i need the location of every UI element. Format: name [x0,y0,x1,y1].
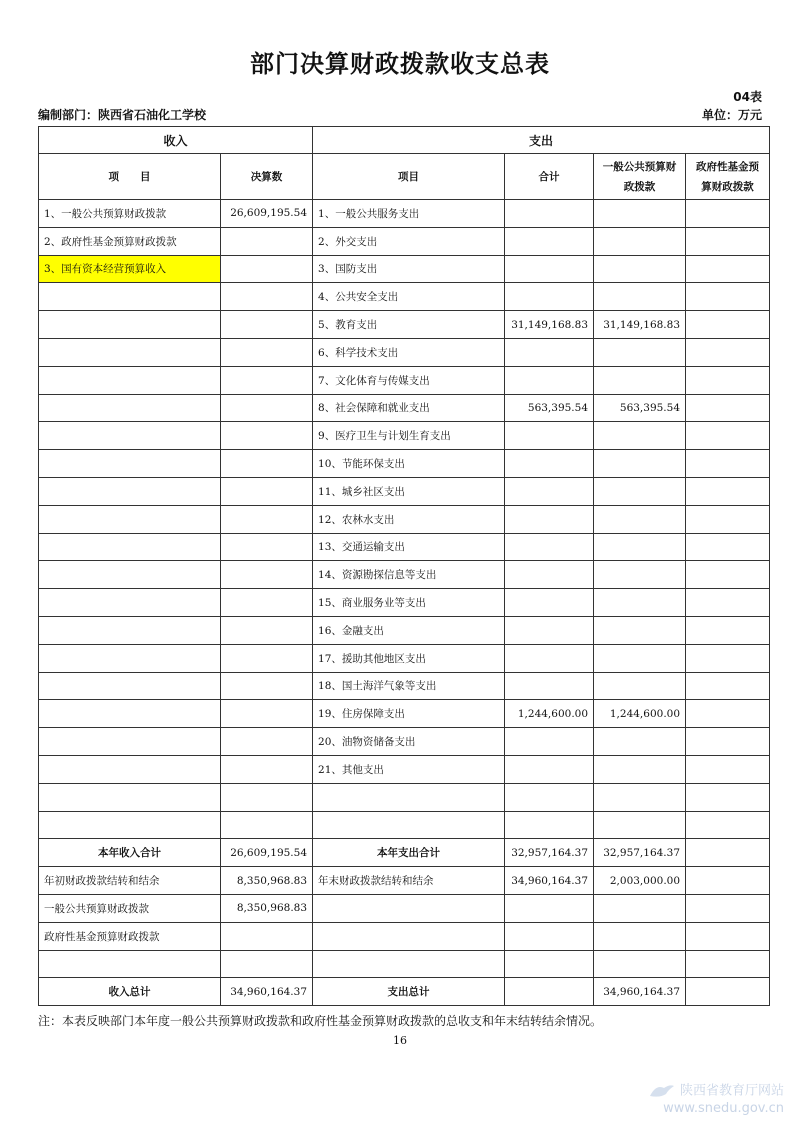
expense-total [505,561,594,589]
expense-fund [686,533,770,561]
income-amount [221,283,313,311]
expense-item: 9、医疗卫生与计划生育支出 [313,422,505,450]
expense-fund [686,394,770,422]
page-title: 部门决算财政拨款收支总表 [250,50,550,78]
income-item: 一般公共预算财政拨款 [39,894,221,922]
table-row [39,644,770,672]
table-row [39,700,770,728]
expense-item: 17、援助其他地区支出 [313,644,505,672]
expense-item: 15、商业服务业等支出 [313,589,505,617]
expense-general [594,200,686,228]
income-amount: 26,609,195.54 [221,200,313,228]
expense-general [594,811,686,839]
expense-general: 2,003,000.00 [594,867,686,895]
expense-fund [686,450,770,478]
expense-item: 6、科学技术支出 [313,338,505,366]
income-amount [221,450,313,478]
expense-fund [686,700,770,728]
expense-general [594,894,686,922]
expense-total [505,922,594,950]
income-item: 政府性基金预算财政拨款 [39,922,221,950]
table-row [39,533,770,561]
expense-total [505,200,594,228]
expense-fund [686,227,770,255]
expense-general [594,505,686,533]
table-row [39,589,770,617]
table-row [39,783,770,811]
table-row [39,755,770,783]
income-item [39,589,221,617]
expense-total: 32,957,164.37 [505,839,594,867]
expense-fund [686,422,770,450]
expense-fund [686,366,770,394]
income-amount [221,755,313,783]
expense-item: 18、国土海洋气象等支出 [313,672,505,700]
expense-total [505,950,594,978]
expense-item: 16、金融支出 [313,616,505,644]
income-item [39,311,221,339]
expense-general [594,366,686,394]
expense-fund [686,783,770,811]
income-item [39,338,221,366]
income-amount: 8,350,968.83 [221,894,313,922]
income-amount [221,783,313,811]
expense-general [594,783,686,811]
table-row [39,283,770,311]
expense-fund [686,311,770,339]
income-amount [221,589,313,617]
table-row [39,422,770,450]
table-row [39,394,770,422]
watermark [648,1082,784,1119]
header-row-1 [39,127,770,154]
expense-fund [686,283,770,311]
expense-fund [686,922,770,950]
expense-total [505,894,594,922]
income-amount [221,255,313,283]
income-total-label: 本年收入合计 [39,839,221,867]
expense-general [594,616,686,644]
expense-total [505,366,594,394]
expense-general [594,672,686,700]
table-row [39,255,770,283]
watermark-site: www.snedu.gov.cn [663,1101,784,1116]
income-item [39,728,221,756]
expense-general [594,450,686,478]
expense-item: 4、公共安全支出 [313,283,505,311]
expense-total [505,783,594,811]
expense-total-label: 本年支出合计 [313,839,505,867]
income-item [39,755,221,783]
income-amount [221,227,313,255]
header-info [38,106,762,124]
income-total-amount: 34,960,164.37 [221,978,313,1006]
year-total-row [39,839,770,867]
expense-total [505,422,594,450]
table-row [39,338,770,366]
income-item [39,505,221,533]
expense-total [505,283,594,311]
income-item [39,616,221,644]
income-amount [221,505,313,533]
expense-fund [686,644,770,672]
expense-total [505,589,594,617]
expense-general [594,422,686,450]
expense-item: 8、社会保障和就业支出 [313,394,505,422]
expense-fund [686,505,770,533]
income-item [39,366,221,394]
expense-item: 12、农林水支出 [313,505,505,533]
expense-item [313,783,505,811]
expense-item: 19、住房保障支出 [313,700,505,728]
expense-item: 5、教育支出 [313,311,505,339]
income-amount [221,366,313,394]
expense-total-label: 支出总计 [313,978,505,1006]
budget-table [38,126,770,1006]
page-number: 16 [393,1034,407,1047]
table-row [39,477,770,505]
table-row [39,200,770,228]
income-item: 2、政府性基金预算财政拨款 [39,227,221,255]
expense-item: 13、交通运输支出 [313,533,505,561]
expense-item: 3、国防支出 [313,255,505,283]
expense-general: 1,244,600.00 [594,700,686,728]
grand-total-row [39,978,770,1006]
expense-total [505,255,594,283]
expense-item [313,950,505,978]
expense-general [594,561,686,589]
expense-total [505,644,594,672]
expense-total [505,505,594,533]
expense-item: 10、节能环保支出 [313,450,505,478]
table-row [39,728,770,756]
expense-total: 563,395.54 [505,394,594,422]
expense-item: 20、油物资储备支出 [313,728,505,756]
expense-general [594,227,686,255]
total-header: 合计 [505,154,594,200]
expense-item-header: 项目 [313,154,505,200]
expense-general: 34,960,164.37 [594,978,686,1006]
income-amount [221,533,313,561]
income-amount [221,811,313,839]
income-amount [221,311,313,339]
expense-fund [686,894,770,922]
income-item [39,644,221,672]
final-amount-header: 决算数 [221,154,313,200]
dove-logo-icon [648,1082,676,1100]
balance-row [39,867,770,895]
expense-total [505,755,594,783]
expense-fund [686,728,770,756]
expense-fund [686,978,770,1006]
expense-fund [686,867,770,895]
income-item [39,533,221,561]
expense-general [594,589,686,617]
table-row [39,227,770,255]
table-row [39,561,770,589]
income-total-label: 收入总计 [39,978,221,1006]
header-row-2 [39,154,770,200]
expense-item: 21、其他支出 [313,755,505,783]
expense-item: 2、外交支出 [313,227,505,255]
expense-total [505,811,594,839]
expense-fund [686,561,770,589]
expense-general: 563,395.54 [594,394,686,422]
expense-fund [686,477,770,505]
income-amount [221,922,313,950]
income-item: 3、国有资本经营预算收入 [39,255,221,283]
balance-row [39,922,770,950]
expense-general: 32,957,164.37 [594,839,686,867]
form-number: 04表 [733,90,762,104]
watermark-name: 陕西省教育厅网站 [679,1083,784,1098]
table-row [39,311,770,339]
expense-total: 1,244,600.00 [505,700,594,728]
expense-total: 34,960,164.37 [505,867,594,895]
expense-total [505,672,594,700]
balance-row [39,894,770,922]
table-row [39,366,770,394]
expense-fund [686,616,770,644]
expense-fund [686,255,770,283]
income-item [39,561,221,589]
income-item [39,283,221,311]
expense-header: 支出 [313,127,770,154]
table-row [39,672,770,700]
income-amount [221,616,313,644]
expense-total [505,338,594,366]
expense-fund [686,950,770,978]
income-item [39,394,221,422]
expense-fund [686,200,770,228]
expense-item [313,922,505,950]
table-row [39,505,770,533]
expense-general [594,922,686,950]
income-total-amount: 26,609,195.54 [221,839,313,867]
expense-total [505,533,594,561]
income-amount [221,672,313,700]
income-item [39,700,221,728]
income-item: 1、一般公共预算财政拨款 [39,200,221,228]
expense-fund [686,755,770,783]
income-amount: 8,350,968.83 [221,867,313,895]
expense-total [505,616,594,644]
expense-general [594,755,686,783]
expense-total: 31,149,168.83 [505,311,594,339]
expense-fund [686,589,770,617]
expense-total [505,227,594,255]
income-amount [221,394,313,422]
expense-item: 11、城乡社区支出 [313,477,505,505]
general-budget-header: 一般公共预算财政拨款 [594,154,686,200]
expense-fund [686,811,770,839]
income-item [39,950,221,978]
income-amount [221,644,313,672]
expense-general [594,283,686,311]
income-item [39,477,221,505]
expense-item [313,811,505,839]
income-header: 收入 [39,127,313,154]
expense-general [594,950,686,978]
income-amount [221,561,313,589]
expense-general [594,644,686,672]
balance-row [39,950,770,978]
expense-item [313,894,505,922]
expense-total [505,978,594,1006]
income-amount [221,950,313,978]
expense-fund [686,338,770,366]
expense-item: 14、资源勘探信息等支出 [313,561,505,589]
income-amount [221,700,313,728]
table-row [39,450,770,478]
unit-label: 单位：万元 [701,108,762,122]
footnote: 注：本表反映部门本年度一般公共预算财政拨款和政府性基金预算财政拨款的总收支和年末结转结余情况。 [38,1014,603,1028]
expense-general [594,255,686,283]
income-amount [221,338,313,366]
expense-general [594,338,686,366]
expense-general [594,533,686,561]
expense-total [505,450,594,478]
expense-general: 31,149,168.83 [594,311,686,339]
income-item: 年初财政拨款结转和结余 [39,867,221,895]
income-amount [221,477,313,505]
expense-fund [686,839,770,867]
department-label: 编制部门：陕西省石油化工学校 [38,108,207,122]
income-item [39,672,221,700]
expense-fund [686,672,770,700]
table-row [39,616,770,644]
income-item [39,811,221,839]
income-item [39,422,221,450]
expense-general [594,728,686,756]
expense-item: 7、文化体育与传媒支出 [313,366,505,394]
fund-budget-header: 政府性基金预算财政拨款 [686,154,770,200]
income-item-header: 项 目 [39,154,221,200]
expense-item: 1、一般公共服务支出 [313,200,505,228]
expense-total [505,477,594,505]
income-amount [221,728,313,756]
income-amount [221,422,313,450]
expense-general [594,477,686,505]
table-row [39,811,770,839]
income-item [39,783,221,811]
expense-item: 年末财政拨款结转和结余 [313,867,505,895]
expense-total [505,728,594,756]
income-item [39,450,221,478]
